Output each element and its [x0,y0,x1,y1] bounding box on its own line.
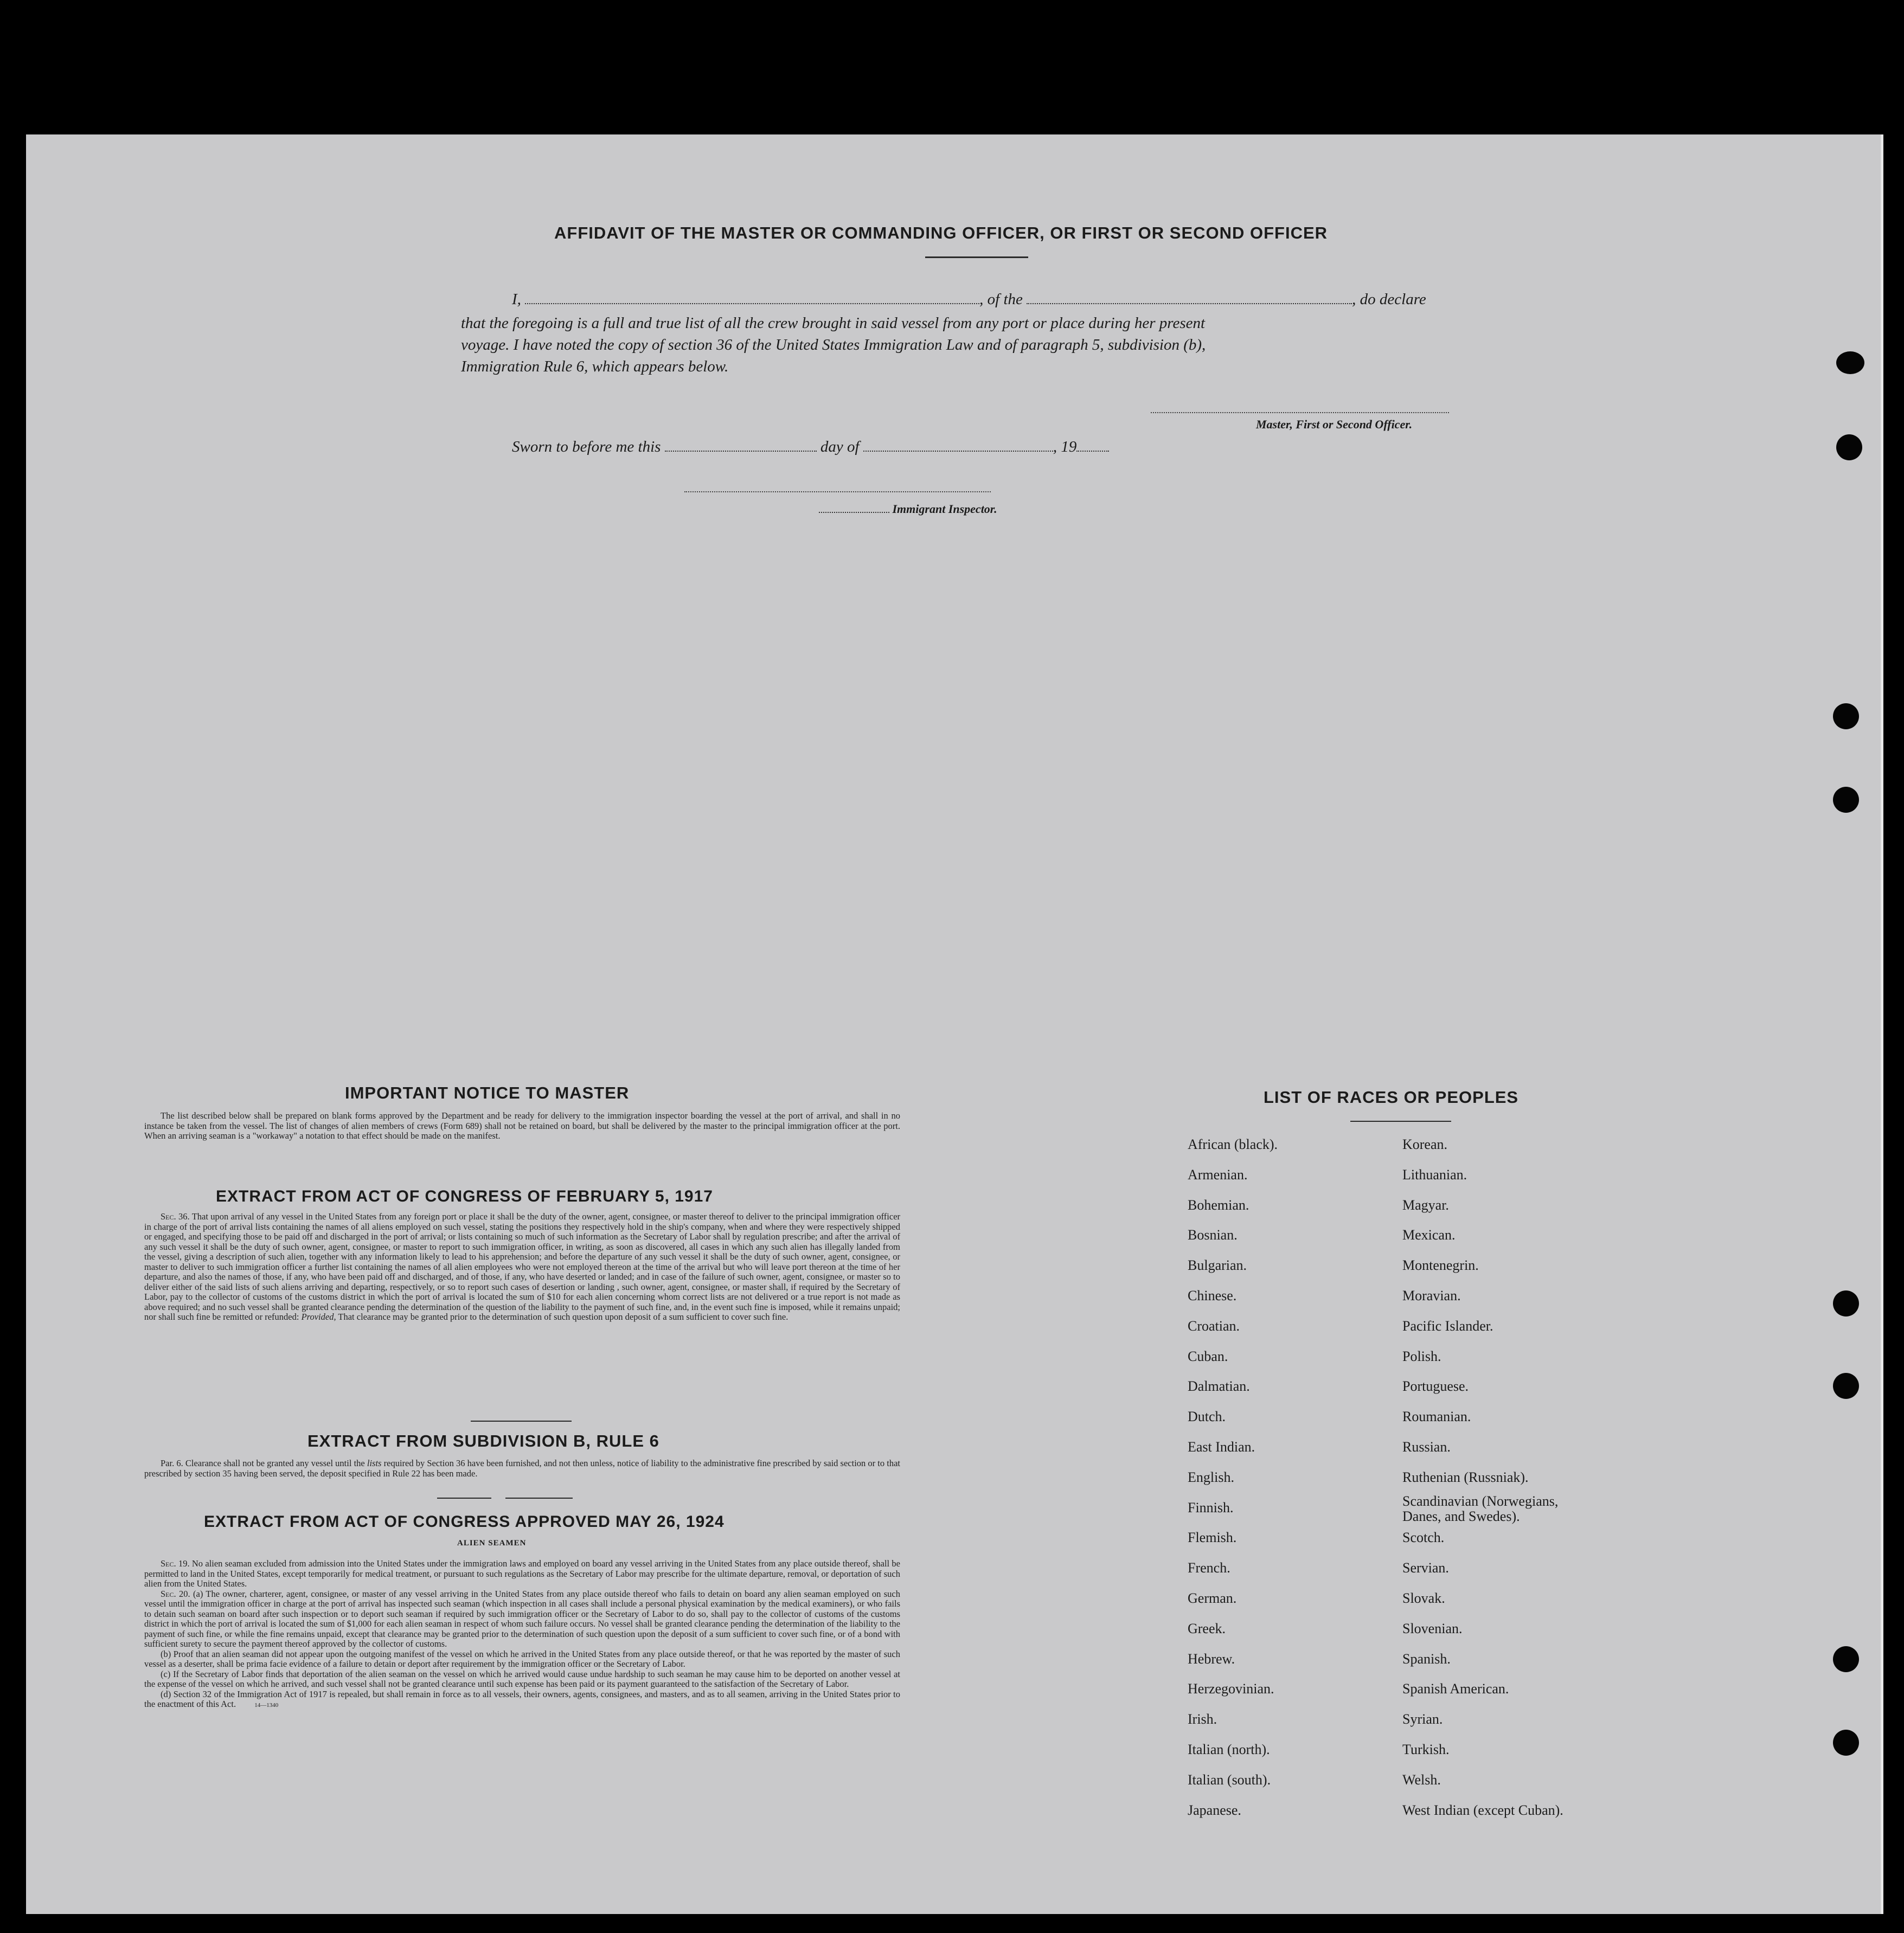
race-item: Dutch. [1188,1409,1226,1425]
notice-title: IMPORTANT NOTICE TO MASTER [345,1083,630,1102]
sec-20c-text: (c) If the Secretary of Labor finds that deportation of the alien seaman on the vessel on which he arrived would cause undue hardship to such seaman he may cause him to be deported on another vessel at the expense of the vessel on which he arrived, and such vessel shall not be granted clearance until such expense has been paid or its payment guaranteed to the satisfaction of the Secretary of Labor. [144,1668,900,1689]
of-the-label: , of the [979,291,1023,308]
notice-body [144,1111,900,1141]
race-item: Polish. [1402,1348,1441,1364]
affidavit-title: AFFIDAVIT OF THE MASTER OR COMMANDING OFFICER, OR FIRST OR SECOND OFFICER [554,223,1328,242]
race-item: Servian. [1402,1560,1449,1576]
race-item: Russian. [1402,1439,1451,1455]
inspector-label-text: Immigrant Inspector. [892,502,997,516]
sec-20-label: Sec. 20. [161,1588,190,1599]
rule-6-title: EXTRACT FROM SUBDIVISION B, RULE 6 [307,1431,659,1450]
section-rule [505,1498,573,1499]
rule-6-text-b: required by Section 36 have been furnished, and not then unless, notice of liability to the administrative fine prescribed by said section or to that prescribed by section 35 having been served, the deposit specified in Rule 22 has been made. [144,1458,901,1479]
extract-1917-title: EXTRACT FROM ACT OF CONGRESS OF FEBRUARY 5, 1917 [216,1187,713,1205]
lists-label: lists [367,1458,382,1468]
inspector-signature-label [819,502,997,516]
master-signature-line[interactable] [1151,412,1449,413]
race-item: Portuguese. [1402,1378,1469,1395]
race-item: Roumanian. [1402,1409,1471,1425]
punch-hole [1833,1730,1859,1756]
race-item: Korean. [1402,1136,1448,1152]
race-item: Moravian. [1402,1288,1461,1303]
race-item: Slovenian. [1402,1620,1463,1636]
race-item: Chinese. [1188,1288,1237,1303]
race-item: Ruthenian (Russniak). [1402,1469,1529,1485]
race-item: Montenegrin. [1402,1257,1479,1274]
provided-label: Provided, [301,1312,336,1322]
race-item: Armenian. [1188,1166,1248,1183]
race-item: Scotch. [1402,1530,1445,1546]
race-item: Lithuanian. [1402,1166,1467,1183]
section-rule [437,1498,491,1499]
race-item: German. [1188,1590,1237,1606]
race-item: Dalmatian. [1188,1378,1250,1395]
extract-1924-body [144,1559,900,1711]
race-item: Croatian. [1188,1318,1240,1334]
race-item: Bosnian. [1188,1227,1238,1243]
punch-hole [1836,351,1864,374]
do-declare-label: , do declare [1352,291,1426,308]
punch-hole [1833,787,1859,813]
race-item: Bohemian. [1188,1197,1249,1213]
races-rule [1350,1121,1451,1122]
race-item: Scandinavian (Norwegians, Danes, and Swedes). [1402,1493,1559,1524]
notice-text: The list described below shall be prepared on blank forms approved by the Department and be ready for delivery to the immigration inspector boarding the vessel at the port of arrival, and shall in no instance be taken from the vessel. The list of changes of alien members of crews (Form 689) shall not be retained on board, but shall be delivered by the master to the principal immigration officer at the port. When an arriving seaman is a "workaway" a notation to that effect should be made on the manifest. [144,1110,900,1141]
rule-6-text-a: Par. 6. Clearance shall not be granted any vessel until the [161,1458,365,1468]
sworn-month-field[interactable] [863,439,1053,452]
sec-19-text: No alien seaman excluded from admission into the United States under the immigration laws and employed on board any vessel arriving in the United States from any place outside thereof, shall be permitted to land in the United States, except temporarily for medical treatment, or pursuant to such regulations as the Secretary of Labor may prescribe for the ultimate departure, removal, or deportation of such alien from the United States. [144,1558,900,1589]
affidavit-line-3: voyage. I have noted the copy of section 36 of the United States Immigration Law and of paragraph 5, subdivision (b), [461,336,1206,354]
extract-1917-body [144,1212,900,1322]
alien-seamen-subtitle: ALIEN SEAMEN [457,1539,527,1547]
name-field[interactable] [525,291,979,304]
punch-hole [1833,1646,1859,1672]
punch-hole [1833,703,1859,729]
race-item: West Indian (except Cuban). [1402,1802,1563,1818]
race-item: Japanese. [1188,1802,1241,1818]
day-of-label: day of [820,438,860,455]
race-item: English. [1188,1469,1234,1485]
race-item: Turkish. [1402,1742,1450,1757]
race-item: Flemish. [1188,1530,1237,1546]
race-item: Hebrew. [1188,1651,1235,1667]
race-item: Spanish. [1402,1651,1451,1667]
race-item: Italian (south). [1188,1771,1271,1788]
section-rule [471,1421,572,1422]
races-title: LIST OF RACES OR PEOPLES [1264,1088,1519,1107]
race-item: French. [1188,1560,1230,1576]
extract-1924-title: EXTRACT FROM ACT OF CONGRESS APPROVED MAY 26, 1924 [204,1513,725,1531]
race-item: Slovak. [1402,1590,1445,1606]
race-item: African (black). [1188,1136,1278,1152]
affidavit-line-4: Immigration Rule 6, which appears below. [461,358,729,375]
punch-hole [1833,1373,1859,1399]
race-item: Spanish American. [1402,1681,1509,1697]
affidavit-line-2: that the foregoing is a full and true list of all the crew brought in said vessel from any port or place during her present [461,314,1206,332]
race-item: East Indian. [1188,1439,1255,1455]
sec-20b-text: (b) Proof that an alien seaman did not appear upon the outgoing manifest of the vessel on which he arrived in the United States from any place outside thereof, or that he was reported by the master of such vessel as a deserter, shall be prima facie evidence of a failure to detain or deport after requirement by the immigration officer or the Secretary of Labor. [144,1648,900,1669]
race-item: Mexican. [1402,1227,1456,1243]
race-item: Welsh. [1402,1771,1441,1788]
affidavit-line-1 [512,288,1426,310]
punch-hole [1833,1290,1859,1317]
year-label: , 19 [1053,438,1077,455]
race-item: Irish. [1188,1711,1217,1728]
race-item: Pacific Islander. [1402,1318,1493,1334]
i-label: I, [512,291,521,308]
sworn-line [512,436,1109,458]
punch-hole [1836,434,1862,460]
form-number: 14—1340 [254,1702,279,1709]
sworn-label: Sworn to before me this [512,438,661,455]
race-item: Bulgarian. [1188,1257,1247,1274]
title-rule [925,256,1028,258]
race-item: Magyar. [1402,1197,1449,1213]
race-item: Finnish. [1188,1499,1234,1515]
sec-19-label: Sec. 19. [161,1558,190,1569]
race-item: Herzegovinian. [1188,1681,1274,1697]
race-item: Italian (north). [1188,1742,1270,1757]
sec-36-label: Sec. 36. [161,1211,190,1222]
inspector-dots [819,504,889,513]
race-item: Syrian. [1402,1711,1443,1728]
race-item: Greek. [1188,1620,1226,1636]
sworn-day-field[interactable] [665,439,817,452]
sec-36-tail: That clearance may be granted prior to the determination of such question upon deposit of a sum sufficient to cover such fine. [338,1312,788,1322]
sheet-edge [1881,134,1883,1914]
sec-20d-text: (d) Section 32 of the Immigration Act of 1917 is repealed, but shall remain in force as to all vessels, their owners, agents, consignees, and masters, and as to all seamen, arriving in the United States prior to the enactment of this Act. [144,1688,900,1709]
vessel-field[interactable] [1027,291,1352,304]
inspector-signature-line[interactable] [684,491,991,492]
sec-36-text: That upon arrival of any vessel in the United States from any foreign port or place it shall be the duty of the owner, agent, consignee, or master thereof to deliver to the principal immigration officer in charge of the port of arrival lists containing the names of all aliens employed on such vessel, stating the positions they respectively hold in the ship's company, when and where they were respectively shipped or engaged, and specifying those to be paid off and discharged in the port of arrival; or lists containing so much of such information as the Secretary of Labor shall by regulation prescribe; and after the arrival of any such vessel it shall be the duty of such owner, agent, consignee, or master to report to such immigration officer, in writing, as soon as discovered, all cases in which any such alien has illegally landed from the vessel, giving a description of such alien, together with any information likely to lead to his apprehension; and before the departure of any such vessel it shall be the duty of such owner, agent, consignee, or master to deliver to such immigration officer a further list containing the names of all alien employees who were not employed thereon at the time of the arrival but who will leave port thereon at the time of her departure, and also the names of those, if any, who have been paid off and discharged, and of those, if any, who have deserted or landed; and in case of the failure of such owner, agent, consignee, or master so to deliver either of the said lists of such aliens arriving and departing, respectively, or so to report such cases of desertion or landing , such owner, agent, consignee, or master shall, if required by the Secretary of Labor, pay to the collector of customs of the customs district in which the port of arrival is located the sum of $10 for each alien concerning whom correct lists are not delivered or a true report is not made as above required; and no such vessel shall be granted clearance pending the determination of the question of the liability to the payment of such fine, and, in the event such fine is imposed, while it remains unpaid; nor shall such fine be remitted or refunded: [144,1211,901,1322]
sec-20a-text: (a) The owner, charterer, agent, consignee, or master of any vessel arriving in the United States from any place outside thereof who fails to detain on board any alien seaman employed on such vessel until the immigration officer in charge at the port of arrival has inspected such seaman (which inspection in all cases shall include a personal physical examination by the medical examiners), or who fails to detain such seaman on board after such inspection or to deport such seaman if required by such immigration officer or the Secretary of Labor to do so, shall pay to the collector of customs of the customs district in which the port of arrival is located the sum of $1,000 for each alien seaman in respect of whom such failure occurs. No vessel shall be granted clearance pending the determination of the liability to the payment of such fine, or while the fine remains unpaid, except that clearance may be granted prior to the determination of such question upon the deposit of a sum sufficient to cover such fine, or of a bond with sufficient surety to secure the payment thereof approved by the collector of customs. [144,1588,900,1649]
race-item: Cuban. [1188,1348,1228,1364]
sworn-year-field[interactable] [1076,439,1109,452]
rule-6-body [144,1459,900,1479]
master-signature-label: Master, First or Second Officer. [1256,418,1413,431]
